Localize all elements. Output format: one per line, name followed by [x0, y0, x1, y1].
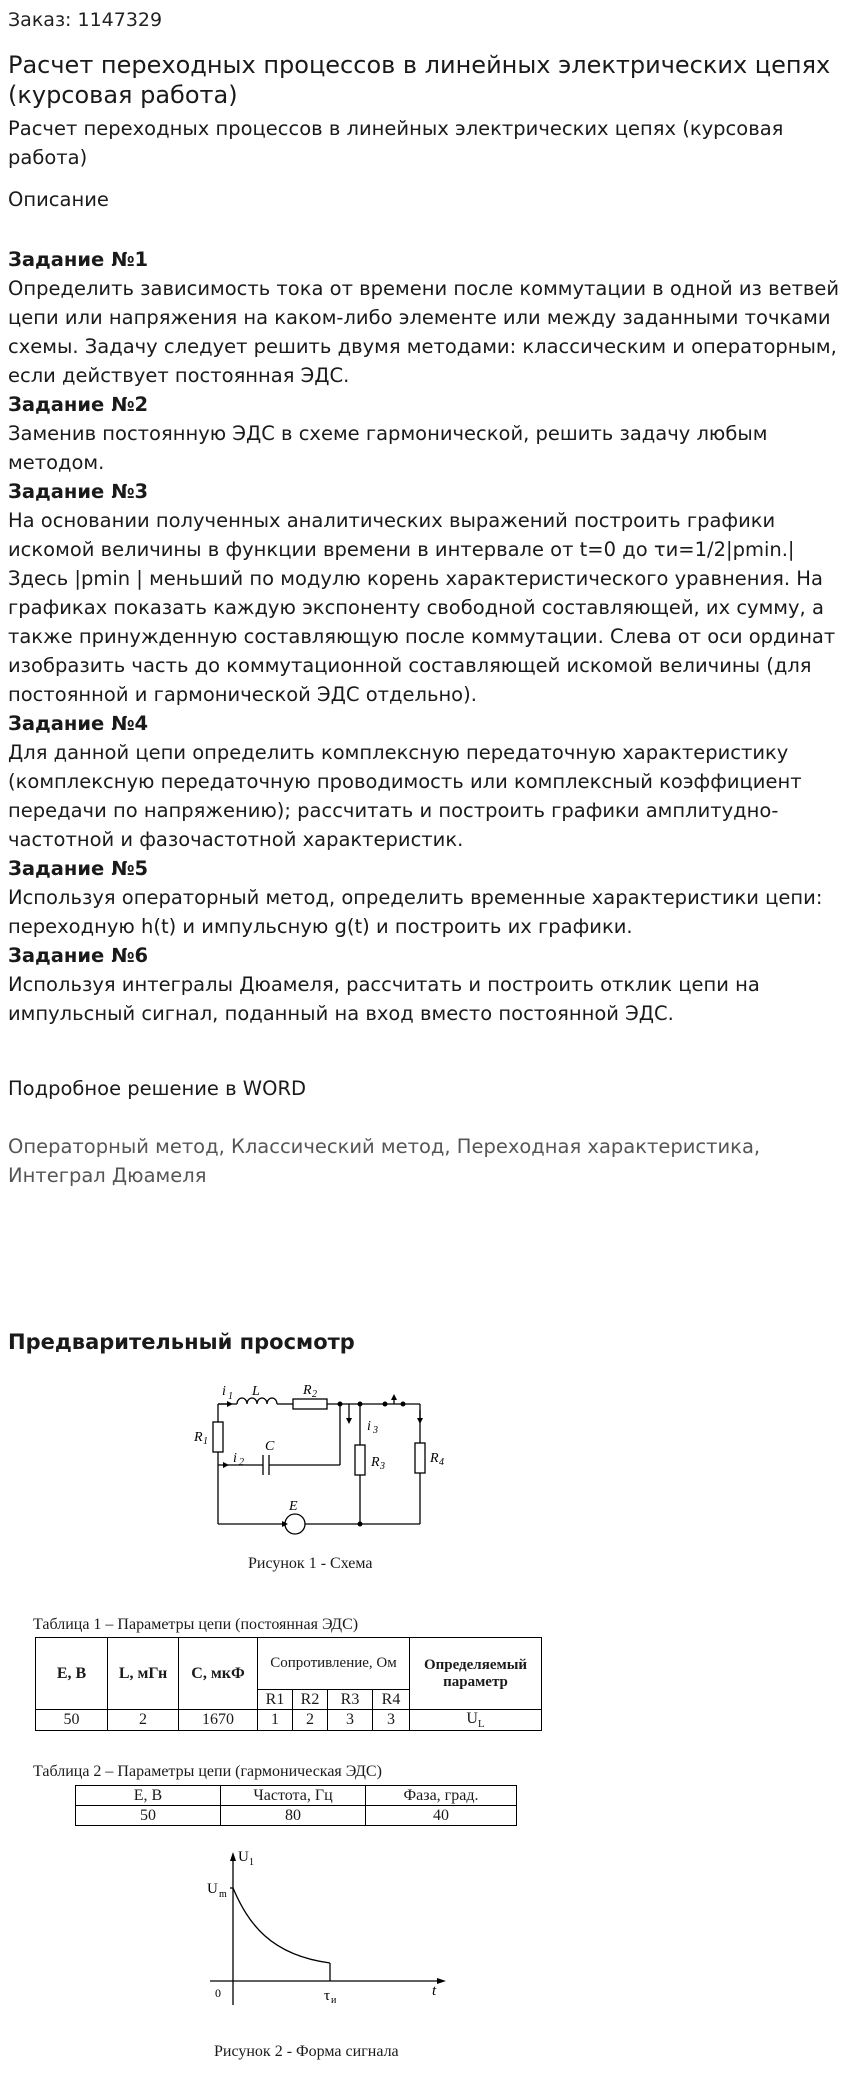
cell-l: 2	[108, 1710, 179, 1731]
task-title: Задание №1	[8, 248, 149, 271]
t2-cell-phase: 40	[366, 1806, 517, 1826]
t2-header-freq: Частота, Гц	[221, 1786, 366, 1806]
header-r4: R4	[373, 1690, 410, 1710]
y-axis-label: U	[238, 1849, 249, 1865]
task-list	[8, 245, 844, 1028]
label-R1-sub: 1	[203, 1436, 208, 1447]
label-R3: R	[371, 1455, 380, 1470]
task-title: Задание №4	[8, 712, 149, 735]
label-i3: i	[367, 1419, 371, 1434]
header-e: E, В	[36, 1638, 108, 1710]
task-text: На основании полученных аналитических выражений построить графики искомой величины в функции времени в интервале от t=0 до τи=1/2|pmin.| Здесь |pmin | меньший по модулю корень характеристического уравнения. На графиках показать каждую экспоненту свободной составляющей, их сумму, а также принужденную составляющую после коммутации. Слева от оси ординат изобразить часть до коммутационной составляющей искомой величины (для постоянной и гармонической ЭДС отдельно).	[8, 509, 836, 706]
signal-plot	[190, 1845, 460, 2020]
task-title: Задание №2	[8, 393, 149, 416]
t2-header-phase: Фаза, град.	[366, 1786, 517, 1806]
table-2-caption: Таблица 2 – Параметры цепи (гармоническая ЭДС)	[33, 1763, 382, 1780]
task-title: Задание №5	[8, 857, 149, 880]
origin-label: 0	[215, 1986, 221, 2000]
header-l: L, мГн	[108, 1638, 179, 1710]
label-i1: i	[222, 1384, 226, 1399]
page-title: Расчет переходных процессов в линейных электрических цепях (курсовая работа)	[8, 51, 831, 109]
cell-r3: 3	[328, 1710, 373, 1731]
order-number: Заказ: 1147329	[8, 9, 163, 31]
label-R2: R	[303, 1383, 312, 1398]
label-i3-sub: 3	[373, 1425, 378, 1436]
task-title: Задание №6	[8, 944, 149, 967]
cell-r4: 3	[373, 1710, 410, 1731]
page-subtitle: Расчет переходных процессов в линейных электрических цепях (курсовая работа)	[8, 117, 784, 169]
task-text: Для данной цепи определить комплексную передаточную характеристику (комплексную передаточную проводимость или комплексный коэффициент передачи по напряжению); рассчитать и построить графики амплитудно-частотной и фазочастотной характеристик.	[8, 741, 802, 851]
task-text: Заменив постоянную ЭДС в схеме гармонической, решить задачу любым методом.	[8, 422, 768, 474]
word-note: Подробное решение в WORD	[8, 1077, 307, 1100]
cell-r2: 2	[293, 1710, 328, 1731]
cell-e: 50	[36, 1710, 108, 1731]
x-axis-label: t	[432, 1983, 437, 1999]
table-1	[35, 1637, 542, 1731]
header-resistance: Сопротивление, Ом	[258, 1638, 410, 1690]
t2-cell-freq: 80	[221, 1806, 366, 1826]
y-axis-label-sub: 1	[249, 1857, 254, 1868]
tau-label-sub: и	[331, 1995, 337, 2006]
preview-title: Предварительный просмотр	[8, 1330, 355, 1354]
circuit-schematic	[185, 1370, 485, 1545]
task-4	[8, 709, 844, 854]
task-text: Используя интегралы Дюамеля, рассчитать и построить отклик цепи на импульсный сигнал, поданный на вход вместо постоянной ЭДС.	[8, 973, 760, 1025]
label-i2-sub: 2	[239, 1457, 244, 1468]
label-R1: R	[194, 1430, 203, 1445]
header-r3: R3	[328, 1690, 373, 1710]
tags: Операторный метод, Классический метод, Переходная характеристика, Интеграл Дюамеля	[8, 1135, 761, 1187]
um-label: U	[207, 1881, 218, 1897]
cell-r1: 1	[258, 1710, 293, 1731]
header-r2: R2	[293, 1690, 328, 1710]
task-3	[8, 477, 844, 709]
label-R4: R	[430, 1451, 439, 1466]
label-L: L	[252, 1384, 260, 1399]
label-R2-sub: 2	[312, 1389, 317, 1400]
cell-c: 1670	[179, 1710, 258, 1731]
task-2	[8, 390, 844, 477]
figure-1-caption: Рисунок 1 - Схема	[248, 1555, 373, 1572]
task-title: Задание №3	[8, 480, 149, 503]
um-label-sub: m	[219, 1889, 227, 1900]
description-label: Описание	[8, 188, 109, 211]
task-5	[8, 854, 844, 941]
label-i2: i	[233, 1451, 237, 1466]
param-sub: L	[477, 1718, 485, 1731]
t2-header-e: E, В	[76, 1786, 221, 1806]
signal-curve	[233, 1888, 330, 1963]
task-text: Определить зависимость тока от времени после коммутации в одной из ветвей цепи или напряжения на каком-либо элементе или между заданными точками схемы. Задачу следует решить двумя методами: классическим и операторным, если действует постоянная ЭДС.	[8, 277, 840, 387]
cell-param	[410, 1710, 542, 1731]
task-6	[8, 941, 844, 1028]
param-main: U	[466, 1710, 478, 1727]
header-c: C, мкФ	[179, 1638, 258, 1710]
label-R3-sub: 3	[380, 1461, 385, 1472]
label-E: E	[289, 1499, 298, 1514]
label-C: C	[265, 1439, 275, 1454]
table-1-caption: Таблица 1 – Параметры цепи (постоянная ЭДС)	[33, 1616, 359, 1633]
label-i1-sub: 1	[228, 1391, 233, 1402]
tau-label: τ	[324, 1988, 331, 2004]
header-param: Определяемый параметр	[410, 1638, 542, 1710]
figure-2-caption: Рисунок 2 - Форма сигнала	[214, 2043, 399, 2060]
header-r1: R1	[258, 1690, 293, 1710]
task-text: Используя операторный метод, определить временные характеристики цепи: переходную h(t) и импульсную g(t) и построить их графики.	[8, 886, 823, 938]
table-2	[75, 1785, 517, 1826]
t2-cell-e: 50	[76, 1806, 221, 1826]
task-1	[8, 245, 844, 390]
label-R4-sub: 4	[439, 1457, 444, 1468]
